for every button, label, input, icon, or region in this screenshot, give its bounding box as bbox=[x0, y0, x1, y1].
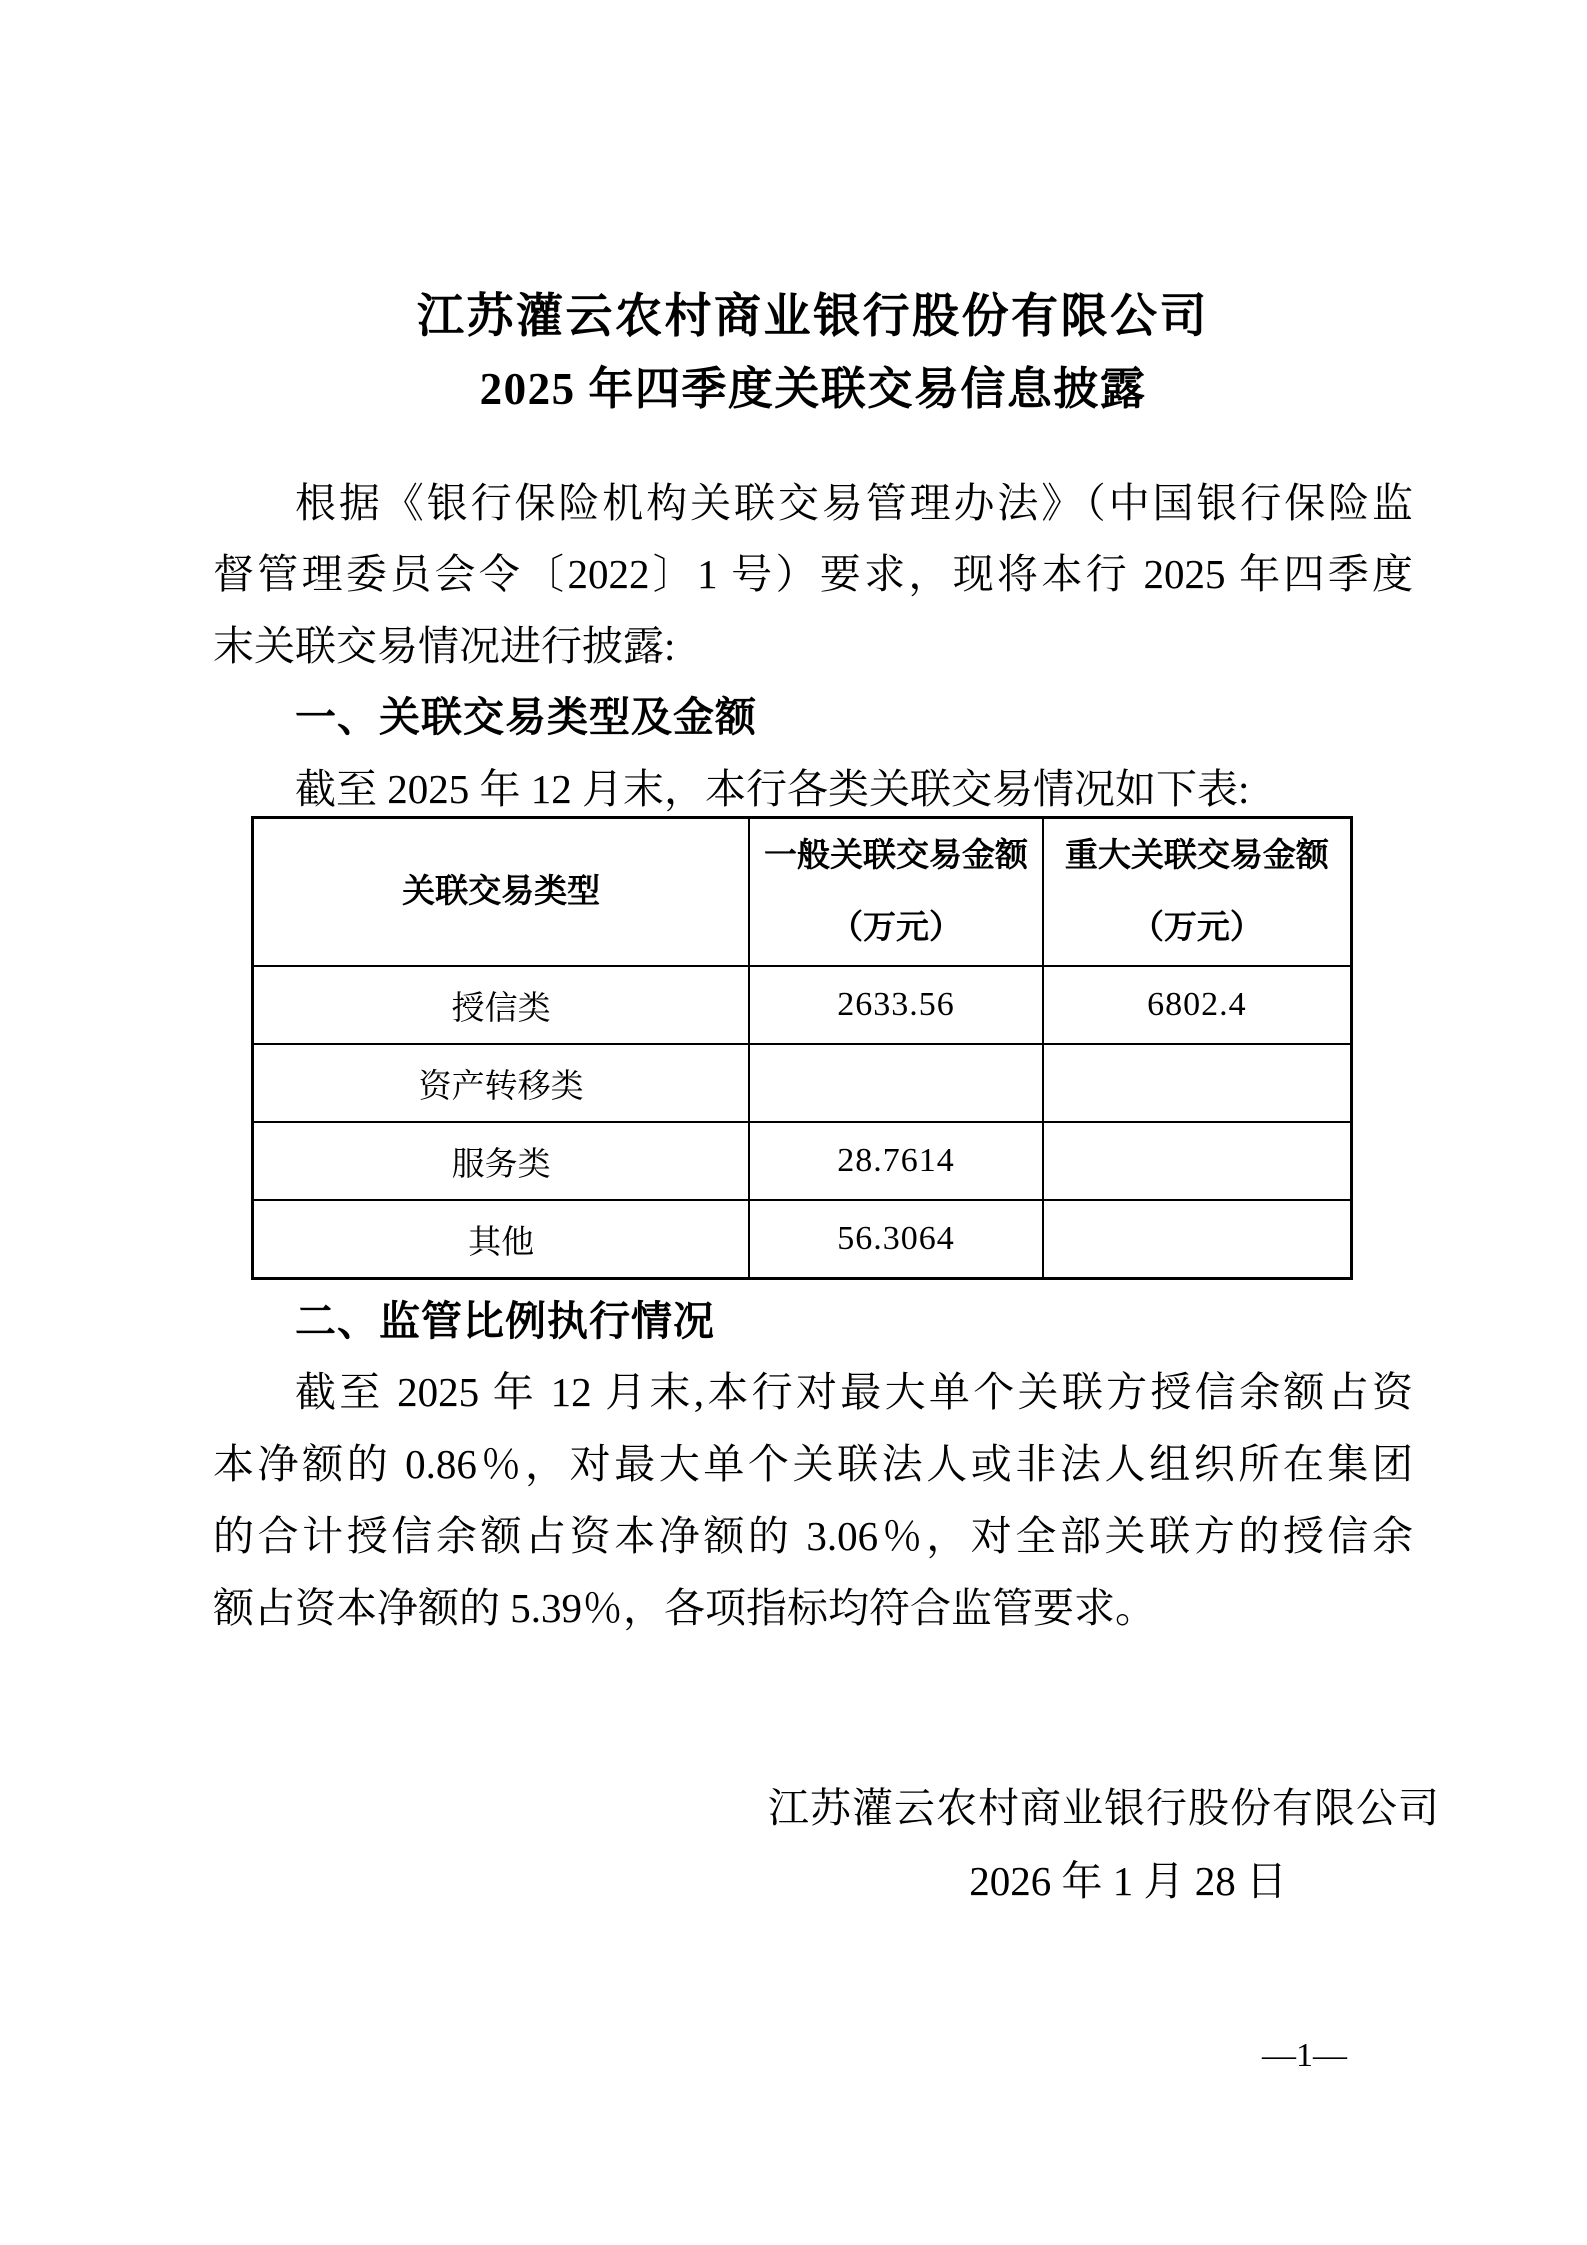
signature-company: 江苏灌云农村商业银行股份有限公司 bbox=[768, 1785, 1440, 1831]
header-cell-major bbox=[1043, 818, 1352, 967]
section-1-heading: 一、关联交易类型及金额 bbox=[295, 694, 757, 740]
intro-line-3: 末关联交易情况进行披露: bbox=[213, 623, 676, 669]
header-major-unit: （万元） bbox=[1130, 910, 1263, 946]
header-major-title: 重大关联交易金额 bbox=[1064, 838, 1329, 874]
cell-general-amount bbox=[749, 1044, 1042, 1122]
cell-general-amount: 2633.56 bbox=[749, 966, 1042, 1044]
cell-general-amount: 56.3064 bbox=[749, 1200, 1042, 1279]
cell-type: 资产转移类 bbox=[253, 1044, 750, 1122]
section-2-line-3: 的合计授信余额占资本净额的 3.06％，对全部关联方的授信余 bbox=[213, 1513, 1413, 1559]
cell-major-amount: 6802.4 bbox=[1043, 966, 1352, 1044]
table-row bbox=[253, 1200, 1352, 1279]
section-2-line-2: 本净额的 0.86％，对最大单个关联法人或非法人组织所在集团 bbox=[213, 1441, 1413, 1487]
header-general-unit: （万元） bbox=[829, 910, 962, 946]
header-general-title: 一般关联交易金额 bbox=[763, 838, 1028, 874]
table-row bbox=[253, 966, 1352, 1044]
cell-type: 其他 bbox=[253, 1200, 750, 1279]
header-cell-general bbox=[749, 818, 1042, 967]
document-subtitle: 2025 年四季度关联交易信息披露 bbox=[479, 364, 1147, 414]
section-2-heading: 二、监管比例执行情况 bbox=[295, 1298, 715, 1344]
cell-major-amount bbox=[1043, 1044, 1352, 1122]
table-header-row bbox=[253, 818, 1352, 967]
cell-major-amount bbox=[1043, 1122, 1352, 1200]
table-row bbox=[253, 1044, 1352, 1122]
signature-date: 2026 年 1 月 28 日 bbox=[969, 1858, 1287, 1904]
cell-general-amount: 28.7614 bbox=[749, 1122, 1042, 1200]
cell-type: 服务类 bbox=[253, 1122, 750, 1200]
cell-type: 授信类 bbox=[253, 966, 750, 1044]
table-row bbox=[253, 1122, 1352, 1200]
section-2-line-1: 截至 2025 年 12 月末,本行对最大单个关联方授信余额占资 bbox=[295, 1369, 1413, 1415]
section-1-lead: 截至 2025 年 12 月末，本行各类关联交易情况如下表: bbox=[295, 766, 1250, 812]
header-type-title: 关联交易类型 bbox=[402, 874, 601, 910]
section-2-line-4: 额占资本净额的 5.39％，各项指标均符合监管要求。 bbox=[213, 1585, 1156, 1631]
header-cell-type bbox=[253, 818, 750, 967]
cell-major-amount bbox=[1043, 1200, 1352, 1279]
page-number: —1— bbox=[1262, 2037, 1347, 2074]
document-title: 江苏灌云农村商业银行股份有限公司 bbox=[417, 291, 1209, 343]
related-transactions-table bbox=[251, 816, 1353, 1280]
intro-line-2: 督管理委员会令〔2022〕1 号）要求，现将本行 2025 年四季度 bbox=[213, 551, 1413, 597]
intro-line-1: 根据《银行保险机构关联交易管理办法》（中国银行保险监 bbox=[295, 480, 1413, 526]
